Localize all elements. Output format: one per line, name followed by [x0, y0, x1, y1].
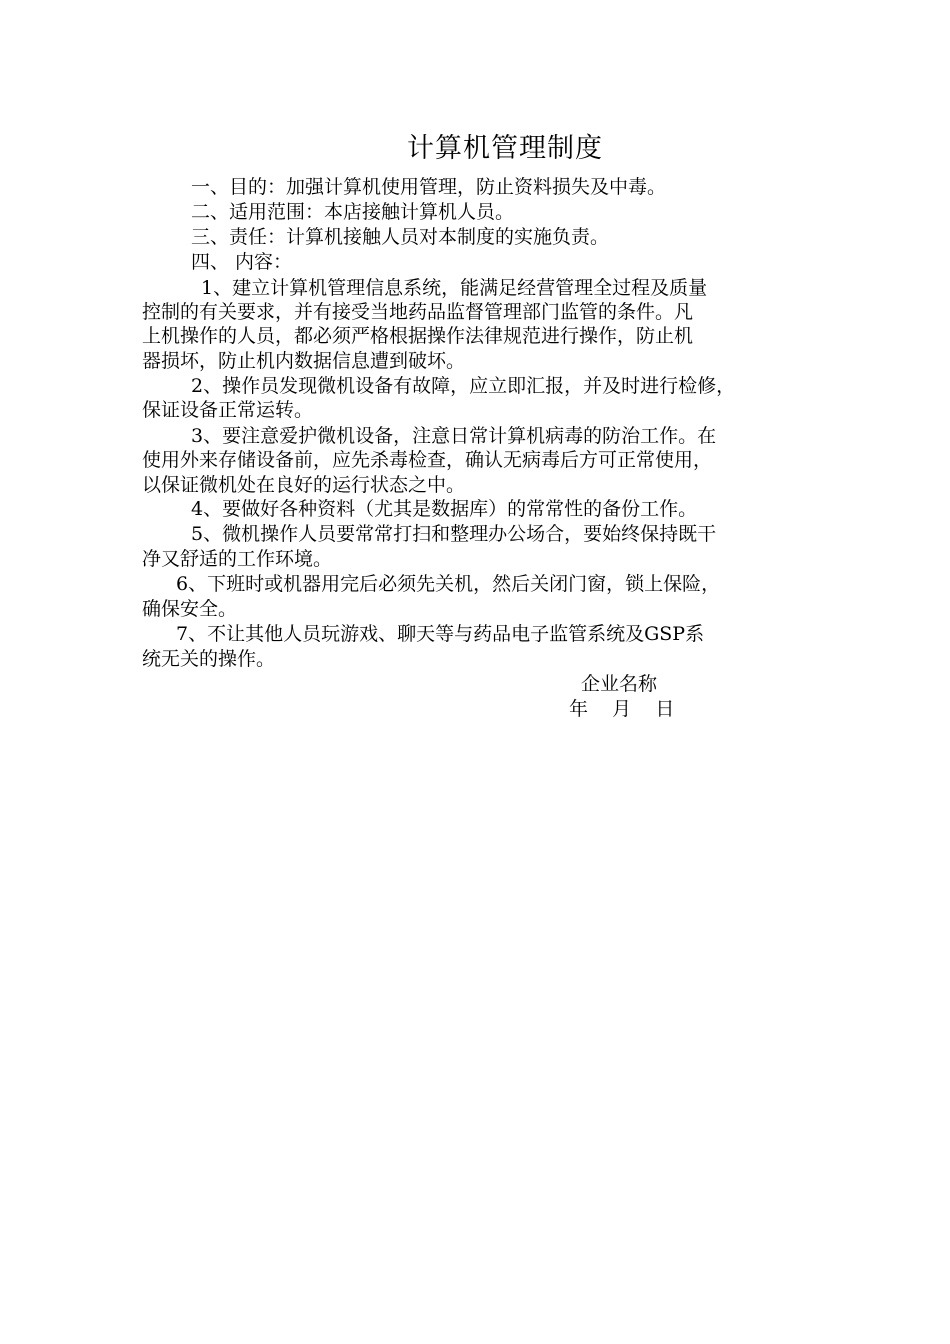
- signature-company: 企业名称: [581, 673, 658, 695]
- section-content-heading: 四、 内容：: [191, 251, 293, 273]
- content-item-1-line-3: 上机操作的人员，都必须严格根据操作法律规范进行操作，防止机: [142, 325, 694, 347]
- content-item-1-line-4: 器损坏，防止机内数据信息遭到破坏。: [142, 350, 466, 372]
- content-item-7-line-1: 7、不让其他人员玩游戏、聊天等与药品电子监管系统及GSP系: [176, 623, 705, 645]
- page-title: 计算机管理制度: [407, 133, 603, 164]
- content-item-1-line-2: 控制的有关要求，并有接受当地药品监督管理部门监管的条件。凡: [142, 301, 694, 323]
- content-item-5-line-1: 5、微机操作人员要常常打扫和整理办公场合，要始终保持既干: [191, 523, 717, 545]
- signature-date: 年 月 日: [569, 698, 675, 720]
- content-item-6-line-2: 确保安全。: [142, 598, 238, 620]
- section-scope: 二、适用范围：本店接触计算机人员。: [191, 201, 515, 223]
- content-item-7-line-2: 统无关的操作。: [142, 648, 276, 670]
- content-item-3-line-1: 3、要注意爱护微机设备，注意日常计算机病毒的防治工作。在: [191, 425, 717, 447]
- content-item-2-line-1: 2、操作员发现微机设备有故障，应立即汇报，并及时进行检修，: [191, 375, 736, 397]
- content-item-6-line-1: 6、下班时或机器用完后必须先关机，然后关闭门窗，锁上保险，: [176, 573, 721, 595]
- content-item-2-line-2: 保证设备正常运转。: [142, 399, 314, 421]
- content-item-3-line-3: 以保证微机处在良好的运行状态之中。: [142, 474, 466, 496]
- section-purpose: 一、目的：加强计算机使用管理，防止资料损失及中毒。: [191, 176, 667, 198]
- content-item-5-line-2: 净又舒适的工作环境。: [142, 548, 333, 570]
- content-item-4: 4、要做好各种资料（尤其是数据库）的常常性的备份工作。: [191, 498, 698, 520]
- section-responsibility: 三、责任：计算机接触人员对本制度的实施负责。: [191, 226, 610, 248]
- content-item-3-line-2: 使用外来存储设备前，应先杀毒检查，确认无病毒后方可正常使用，: [142, 449, 713, 471]
- content-item-1-line-1: 1、建立计算机管理信息系统，能满足经营管理全过程及质量: [201, 277, 708, 299]
